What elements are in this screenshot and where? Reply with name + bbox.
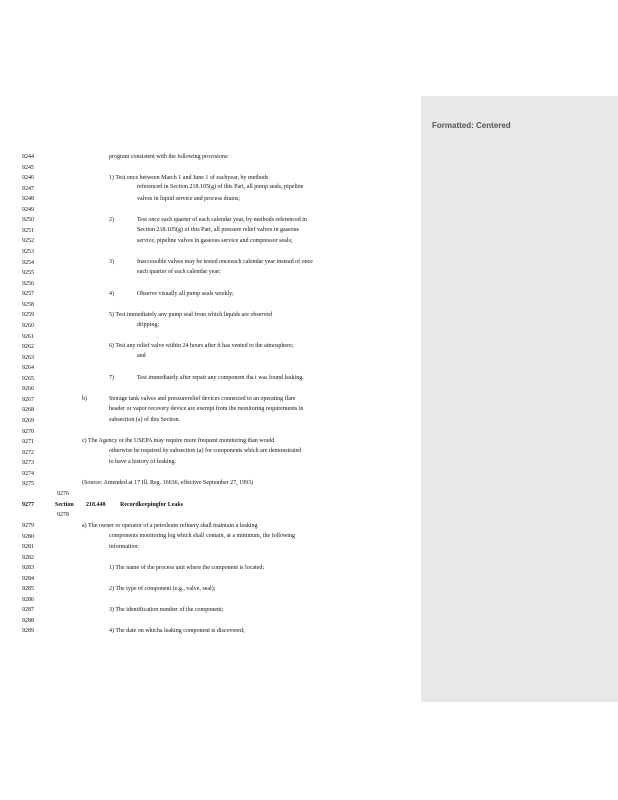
text-line: referenced in Section 218.105(g) of this Part, all pump seals, pipeline <box>137 184 304 190</box>
line-number: 9263 <box>22 355 34 361</box>
line-number: 9251 <box>22 228 34 234</box>
text-line: Test once each quarter of each calendar year, by methods referenced in <box>137 217 307 223</box>
line-number: 9257 <box>22 291 34 297</box>
text-line: header or vapor recovery device are exempt from the monitoring requirements in <box>109 406 304 412</box>
line-number: 9244 <box>22 154 34 160</box>
comment-pane <box>421 96 618 702</box>
line-number: 9259 <box>22 312 34 318</box>
text-line: valves in liquid service and process drains; <box>137 196 240 202</box>
line-number: 9248 <box>22 196 34 202</box>
text-line: a) The owner or operator of a petroleum refinery shall maintain a leaking <box>82 523 258 529</box>
text-line: program consistent with the following provisions: <box>109 154 229 160</box>
text-line: components monitoring log which shall contain, at a minimum, the following <box>109 533 295 539</box>
line-number: 9286 <box>22 597 34 603</box>
text-line: information: <box>109 544 139 550</box>
line-number: 9249 <box>22 207 34 213</box>
comment-label: Formatted: Centered <box>432 121 511 130</box>
line-number: 9255 <box>22 270 34 276</box>
line-number: 9269 <box>22 418 34 424</box>
line-number: 9245 <box>22 165 34 171</box>
text-line: dripping; <box>137 322 159 328</box>
text-line: Storage tank valves and pressurerelief devices connected to an operating flare <box>109 396 296 402</box>
line-number: 9288 <box>22 618 34 624</box>
list-marker: 3) <box>109 259 114 265</box>
line-number: 9267 <box>22 397 34 403</box>
line-number: 9256 <box>22 281 34 287</box>
text-line: each quarter of each calendar year; <box>137 269 221 275</box>
text-line: otherwise be required by subsection (a) for components which are demonstrated <box>109 448 302 454</box>
line-number: 9252 <box>22 238 34 244</box>
line-number: 9250 <box>22 217 34 223</box>
list-marker: 4) <box>109 291 114 297</box>
line-number: 9287 <box>22 607 34 613</box>
text-line: Section 218.105(g) of this Part, all pressure relief valves in gaseous <box>137 227 299 233</box>
line-number: 9283 <box>22 565 34 571</box>
line-number: 9258 <box>22 302 34 308</box>
line-number: 9265 <box>22 376 34 382</box>
line-number: 9261 <box>22 334 34 340</box>
line-number: 9275 <box>22 481 34 487</box>
text-line: and <box>137 353 146 359</box>
text-line: 1) The name of the process unit where the component is located; <box>109 565 265 571</box>
line-number: 9262 <box>22 344 34 350</box>
section-title: Recordkeepingfor Leaks <box>120 502 184 508</box>
line-number: 9285 <box>22 586 34 592</box>
line-number: 9268 <box>22 407 34 413</box>
line-number: 9254 <box>22 260 34 266</box>
line-number: 9274 <box>22 471 34 477</box>
text-line: 5) Test immediately any pump seal from which liquids are observed <box>109 312 273 318</box>
line-number: 9278 <box>57 512 69 518</box>
line-number: 9281 <box>22 544 34 550</box>
line-number: 9266 <box>22 386 34 392</box>
text-line: c) The Agency or the USEPA may require more frequent monitoring than would <box>82 438 275 444</box>
line-number: 9246 <box>22 175 34 181</box>
source-note: (Source: Amended at 17 Ill. Reg. 16636, effective September 27, 1993) <box>82 480 254 486</box>
text-line: 1) Test once between March 1 and June 1 of eachyear, by methods <box>109 175 269 181</box>
list-marker: 7) <box>109 375 114 381</box>
text-line: service, pipeline valves in gaseous service and compressor seals; <box>137 238 293 244</box>
list-marker: b) <box>82 396 87 402</box>
list-marker: 2) <box>109 217 114 223</box>
section-label: Section <box>55 502 74 508</box>
text-line: to have a history of leaking. <box>109 459 176 465</box>
text-line: subsection (a) of this Section. <box>109 417 181 423</box>
line-number: 9260 <box>22 323 34 329</box>
text-line: 2) The type of component (e.g., valve, seal); <box>109 586 216 592</box>
section-number: 218.448 <box>86 502 106 508</box>
line-number: 9284 <box>22 576 34 582</box>
line-number: 9277 <box>22 502 34 508</box>
text-line: Test immediately after repair any component tha t was found leaking. <box>137 375 304 381</box>
text-line: Inaccessible valves may be tested onceeach calendar year instead of once <box>137 259 313 265</box>
text-line: 3) The identification number of the component; <box>109 607 224 613</box>
line-number: 9289 <box>22 628 34 634</box>
line-number: 9276 <box>57 491 69 497</box>
line-number: 9279 <box>22 523 34 529</box>
text-line: 6) Test any relief valve within 24 hours after it has vented to the atmosphere; <box>109 343 294 349</box>
line-number: 9280 <box>22 534 34 540</box>
text-line: 4) The date on whicha leaking component is discovered; <box>109 628 245 634</box>
line-number: 9271 <box>22 439 34 445</box>
line-number: 9282 <box>22 555 34 561</box>
line-number: 9270 <box>22 429 34 435</box>
line-number: 9272 <box>22 450 34 456</box>
line-number: 9273 <box>22 460 34 466</box>
text-line: Observe visually all pump seals weekly; <box>137 291 234 297</box>
line-number: 9253 <box>22 249 34 255</box>
line-number: 9247 <box>22 186 34 192</box>
line-number: 9264 <box>22 365 34 371</box>
